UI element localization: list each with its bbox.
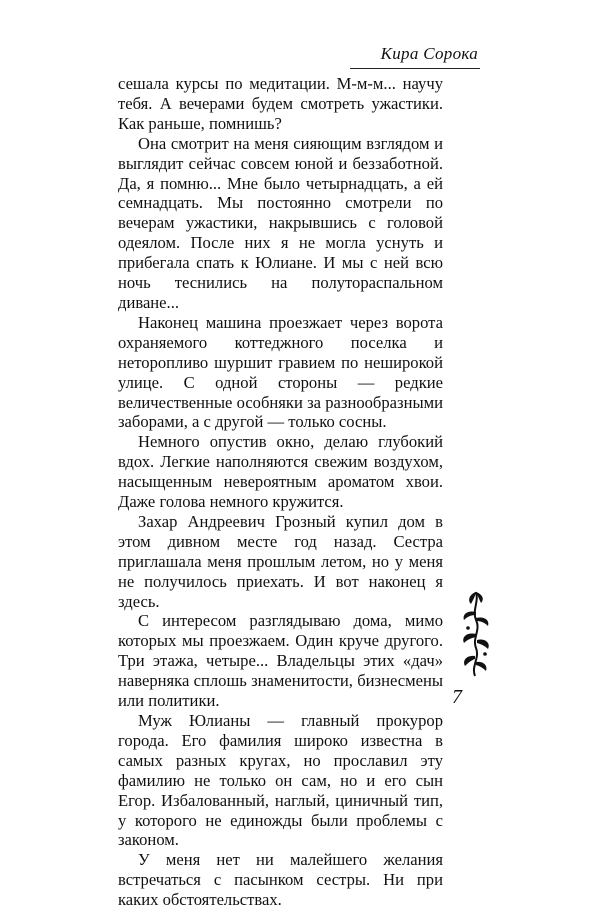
paragraph: Немного опустив окно, делаю глубокий вдох. Легкие наполняются свежим воздухом, насыщенным невероятным ароматом хвои. Даже голова немного кружится. [118, 432, 443, 512]
running-head [350, 44, 480, 68]
floral-vine-ornament-icon [458, 588, 494, 678]
header-rule [350, 68, 480, 69]
paragraph: С интересом разглядываю дома, мимо которых мы проезжаем. Один круче другого. Три этажа, четыре... Владельцы этих «дач» наверняка сплошь знаменитости, бизнесмены или политики. [118, 611, 443, 711]
page-number: 7 [452, 686, 462, 708]
paragraph: Захар Андреевич Грозный купил дом в этом дивном месте год назад. Сестра приглашала меня прошлым летом, но у меня не получилось приехать. И вот наконец я здесь. [118, 511, 443, 611]
paragraph: Муж Юлианы — главный прокурор города. Его фамилия широко известна в самых разных кругах, но прославил эту фамилию не только он сам, но и его сын Егор. Избалованный, наглый, циничный тип, у которого не единожды были проблемы с законом. [118, 711, 443, 850]
paragraph: сешала курсы по медитации. М-м-м... научу тебя. А вечерами будем смотреть ужастики. Как раньше, помнишь? [118, 74, 443, 133]
paragraph: Наконец машина проезжает через ворота охраняемого коттеджного поселка и неторопливо шуршит гравием по неширокой улице. С одной стороны — редкие величественные особняки за разнообразными заборами, а с другой — только сосны. [118, 312, 443, 432]
body-text [118, 74, 443, 910]
paragraph: Она смотрит на меня сияющим взглядом и выглядит сейчас совсем юной и беззаботной. Да, я помню... Мне было четырнадцать, а ей семнадцать. Мы постоянно смотрели по вечерам ужастики, накрывшись с головой одеялом. После них я не могла уснуть и прибегала спать к Юлиане. И мы с ней всю ночь теснились на полутораспальном диване... [118, 133, 443, 312]
author-name: Кира Сорока [380, 44, 478, 63]
paragraph: У меня нет ни малейшего желания встречаться с пасынком сестры. Ни при каких обстоятельствах. [118, 850, 443, 910]
